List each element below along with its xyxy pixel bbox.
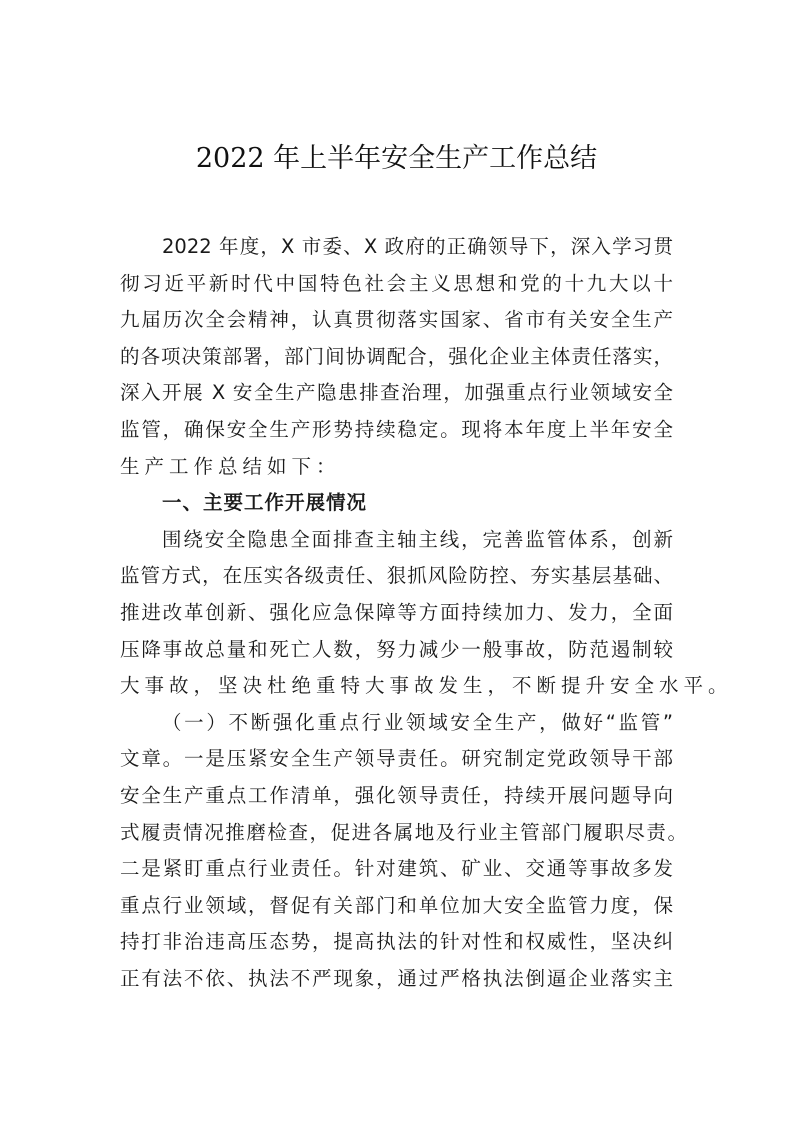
paragraph-1-line-7: 生产工作总结如下： xyxy=(120,454,341,478)
paragraph-3-line-5: 二是紧盯重点行业责任。针对建筑、矿业、交通等事故多发 xyxy=(120,857,673,881)
document-title: 2022 年上半年安全生产工作总结 xyxy=(195,143,598,174)
section-heading-1: 一、主要工作开展情况 xyxy=(162,491,368,515)
paragraph-3-line-6: 重点行业领域，督促有关部门和单位加大安全监管力度，保 xyxy=(120,893,673,917)
paragraph-2-line-3: 推进改革创新、强化应急保障等方面持续加力、发力，全面 xyxy=(120,600,673,624)
paragraph-1-line-5: 深入开展 X 安全生产隐患排查治理，加强重点行业领域安全 xyxy=(120,381,673,405)
paragraph-1-line-1: 2022 年度，X 市委、X 政府的正确领导下，深入学习贯 xyxy=(162,235,673,258)
paragraph-3-line-4: 式履责情况推磨检查，促进各属地及行业主管部门履职尽责。 xyxy=(120,820,687,844)
paragraph-2-line-2: 监管方式，在压实各级责任、狠抓风险防控、夯实基层基础、 xyxy=(120,564,673,588)
paragraph-1-line-6: 监管，确保安全生产形势持续稳定。现将本年度上半年安全 xyxy=(120,417,673,441)
paragraph-1-line-3: 九届历次全会精神，认真贯彻落实国家、省市有关安全生产 xyxy=(120,308,673,332)
document-body xyxy=(120,229,733,997)
paragraph-3-line-3: 安全生产重点工作清单，强化领导责任，持续开展问题导向 xyxy=(120,783,673,807)
paragraph-1-line-4: 的各项决策部署，部门间协调配合，强化企业主体责任落实， xyxy=(120,344,673,368)
paragraph-2-line-1: 围绕安全隐患全面排查主轴主线，完善监管体系，创新 xyxy=(162,527,673,551)
paragraph-2-line-5: 大事故，坚决杜绝重特大事故发生，不断提升安全水平。 xyxy=(120,674,733,698)
paragraph-3-line-1: （一）不断强化重点行业领域安全生产，做好“监管” xyxy=(162,710,673,734)
paragraph-2-line-4: 压降事故总量和死亡人数，努力减少一般事故，防范遏制较 xyxy=(120,637,673,661)
paragraph-3-line-8: 正有法不依、执法不严现象，通过严格执法倒逼企业落实主 xyxy=(120,966,673,990)
paragraph-3-line-7: 持打非治违高压态势，提高执法的针对性和权威性，坚决纠 xyxy=(120,930,673,954)
paragraph-3-line-2: 文章。一是压紧安全生产领导责任。研究制定党政领导干部 xyxy=(120,747,673,771)
paragraph-1-line-2: 彻习近平新时代中国特色社会主义思想和党的十九大以十 xyxy=(120,271,673,295)
